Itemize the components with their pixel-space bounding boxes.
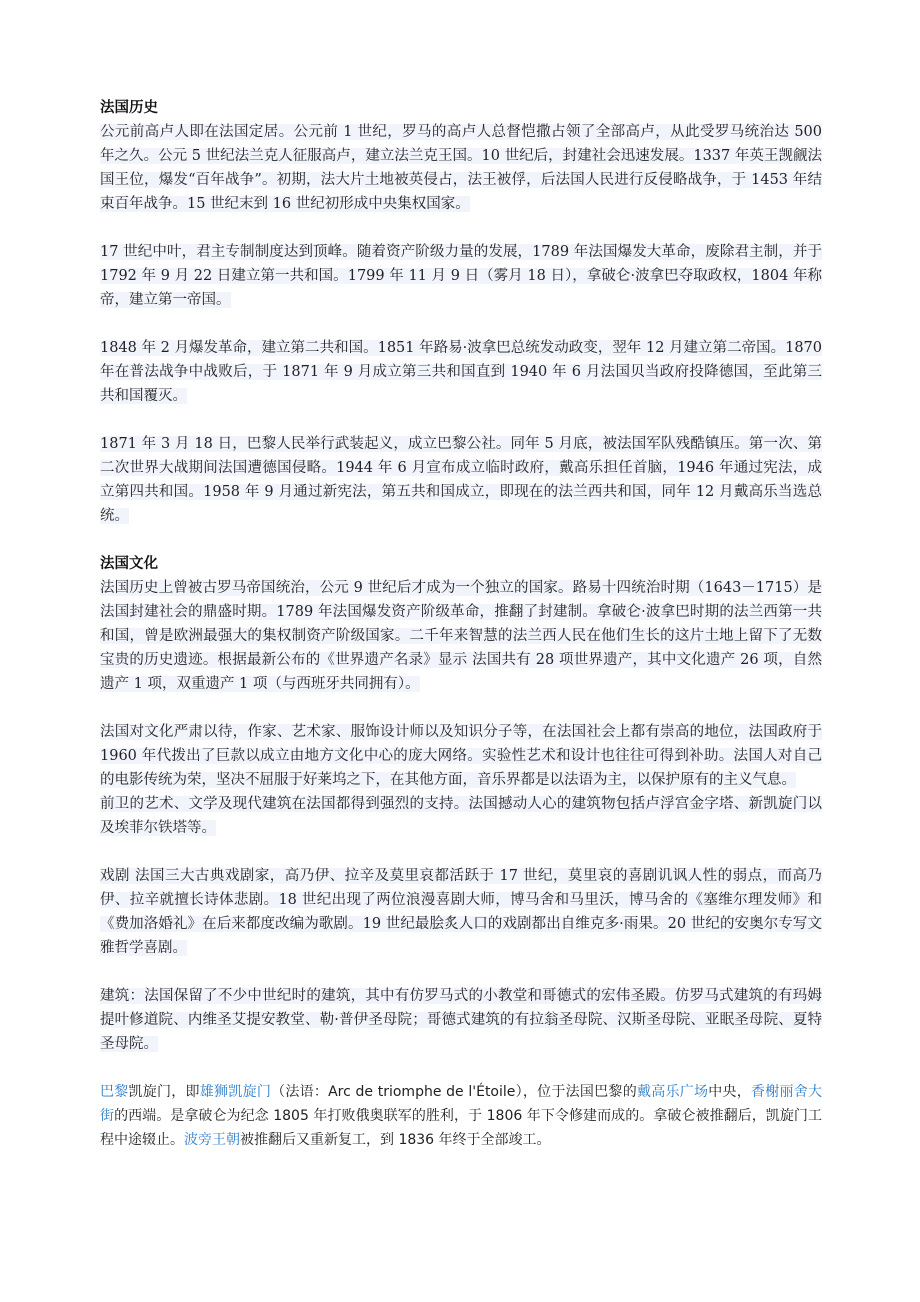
- arc-text-5: 被推翻后又重新复工，到 1836 年终于全部竣工。: [240, 1132, 551, 1148]
- history-paragraph-1-text: 公元前高卢人即在法国定居。公元前 1 世纪，罗马的高卢人总督恺撒占领了全部高卢，从此受罗马统治达 500 年之久。公元 5 世纪法兰克人征服高卢，建立法兰克王国。10 世纪后，封建社会迅速发展。1337 年英王觊觎法国王位，爆发“百年战争”。初期，法大片土地被英侵占，法王被俘，后法国人民进行反侵略战争，于 1453 年结束百年战争。15 世纪末到 16 世纪初形成中央集权国家。: [100, 124, 822, 212]
- arc-text-2: （法语：Arc de triomphe de l'Étoile），位于法国巴黎的: [271, 1084, 637, 1100]
- arc-text-4: 的西端。是拿破仑为纪念 1805 年打败俄奥联军的胜利，于 1806 年下令修建而成的。拿破仑被推翻后，凯旋门工程中途辍止。: [100, 1108, 822, 1148]
- culture-paragraph-2-text: 法国对文化严肃以待，作家、艺术家、服饰设计师以及知识分子等，在法国社会上都有崇高的地位，法国政府于 1960 年代拨出了巨款以成立由地方文化中心的庞大网络。实验性艺术和设计也往往可得到补助。法国人对自己的电影传统为荣，坚决不屈服于好莱坞之下，在其他方面，音乐界都是以法语为主，以保护原有的主义气息。: [100, 724, 822, 788]
- culture-paragraph-1: [100, 576, 822, 696]
- culture-paragraph-3: [100, 792, 822, 840]
- paragraph-gap: [100, 216, 822, 240]
- document-page: [100, 96, 822, 1152]
- link-champs-elysees[interactable]: 香榭丽舍大街: [100, 1084, 823, 1124]
- history-paragraph-2-text: 17 世纪中叶，君主专制制度达到顶峰。随着资产阶级力量的发展，1789 年法国爆发大革命，废除君主制，并于 1792 年 9 月 22 日建立第一共和国。1799 年 11 月 9 日（雾月 18 日），拿破仑·波拿巴夺取政权，1804 年称帝，建立第一帝国。: [100, 244, 822, 308]
- culture-paragraph-theatre: [100, 864, 822, 960]
- link-paris[interactable]: 巴黎: [100, 1084, 129, 1100]
- history-paragraph-3: [100, 336, 822, 408]
- culture-heading: 法国文化: [100, 556, 158, 572]
- paragraph-gap: [100, 408, 822, 432]
- paragraph-gap: [100, 960, 822, 984]
- paragraph-gap: [100, 696, 822, 720]
- link-place-charles-de-gaulle[interactable]: 戴高乐广场: [636, 1084, 709, 1100]
- history-paragraph-2: [100, 240, 822, 312]
- paragraph-gap: [100, 1056, 822, 1080]
- culture-paragraph-2: [100, 720, 822, 792]
- history-heading: 法国历史: [100, 100, 158, 116]
- culture-paragraph-1-text: 法国历史上曾被古罗马帝国统治，公元 9 世纪后才成为一个独立的国家。路易十四统治时期（1643－1715）是法国封建社会的鼎盛时期。1789 年法国爆发资产阶级革命，推翻了封建制。拿破仑·波拿巴时期的法兰西第一共和国，曾是欧洲最强大的集权制资产阶级国家。二千年来智慧的法兰西人民在他们生长的这片土地上留下了无数宝贵的历史遗迹。根据最新公布的《世界遗产名录》显示 法国共有 28 项世界遗产，其中文化遗产 26 项，自然遗产 1 项，双重遗产 1 项（与西班牙共同拥有）。: [100, 580, 822, 692]
- arc-paragraph: [100, 1080, 822, 1152]
- culture-paragraph-architecture: [100, 984, 822, 1056]
- link-arc-de-triomphe[interactable]: 雄狮凯旋门: [199, 1084, 272, 1100]
- history-paragraph-4-text: 1871 年 3 月 18 日，巴黎人民举行武装起义，成立巴黎公社。同年 5 月底，被法国军队残酷镇压。第一次、第二次世界大战期间法国遭德国侵略。1944 年 6 月宣布成立临时政府，戴高乐担任首脑，1946 年通过宪法，成立第四共和国。1958 年 9 月通过新宪法，第五共和国成立，即现在的法兰西共和国，同年 12 月戴高乐当选总统。: [100, 436, 822, 524]
- paragraph-gap: [100, 528, 822, 552]
- culture-paragraph-theatre-text: 戏剧 法国三大古典戏剧家，高乃伊、拉辛及莫里哀都活跃于 17 世纪，莫里哀的喜剧讥讽人性的弱点，而高乃伊、拉辛就擅长诗体悲剧。18 世纪出现了两位浪漫喜剧大师，博马舍和马里沃，博马舍的《塞维尔理发师》和《费加洛婚礼》在后来都度改编为歌剧。19 世纪最脍炙人口的戏剧都出自维克多·雨果。20 世纪的安奥尔专写文雅哲学喜剧。: [100, 868, 822, 956]
- arc-text-3: 中央，: [708, 1084, 752, 1100]
- history-paragraph-3-text: 1848 年 2 月爆发革命，建立第二共和国。1851 年路易·波拿巴总统发动政变，翌年 12 月建立第二帝国。1870 年在普法战争中战败后，于 1871 年 9 月成立第三共和国直到 1940 年 6 月法国贝当政府投降德国，至此第三共和国覆灭。: [100, 340, 822, 404]
- culture-paragraph-3-text: 前卫的艺术、文学及现代建筑在法国都得到强烈的支持。法国撼动人心的建筑物包括卢浮宫金字塔、新凯旋门以及埃菲尔铁塔等。: [100, 796, 822, 836]
- history-paragraph-1: [100, 120, 822, 216]
- link-bourbon-dynasty[interactable]: 波旁王朝: [184, 1132, 240, 1148]
- paragraph-gap: [100, 840, 822, 864]
- culture-paragraph-architecture-text: 建筑：法国保留了不少中世纪时的建筑，其中有仿罗马式的小教堂和哥德式的宏伟圣殿。仿罗马式建筑的有玛姆提叶修道院、内维圣艾提安教堂、勒·普伊圣母院；哥德式建筑的有拉翁圣母院、汉斯圣母院、亚眠圣母院、夏特圣母院。: [100, 988, 822, 1052]
- history-paragraph-4: [100, 432, 822, 528]
- arc-text-1: 凯旋门，即: [128, 1084, 200, 1100]
- paragraph-gap: [100, 312, 822, 336]
